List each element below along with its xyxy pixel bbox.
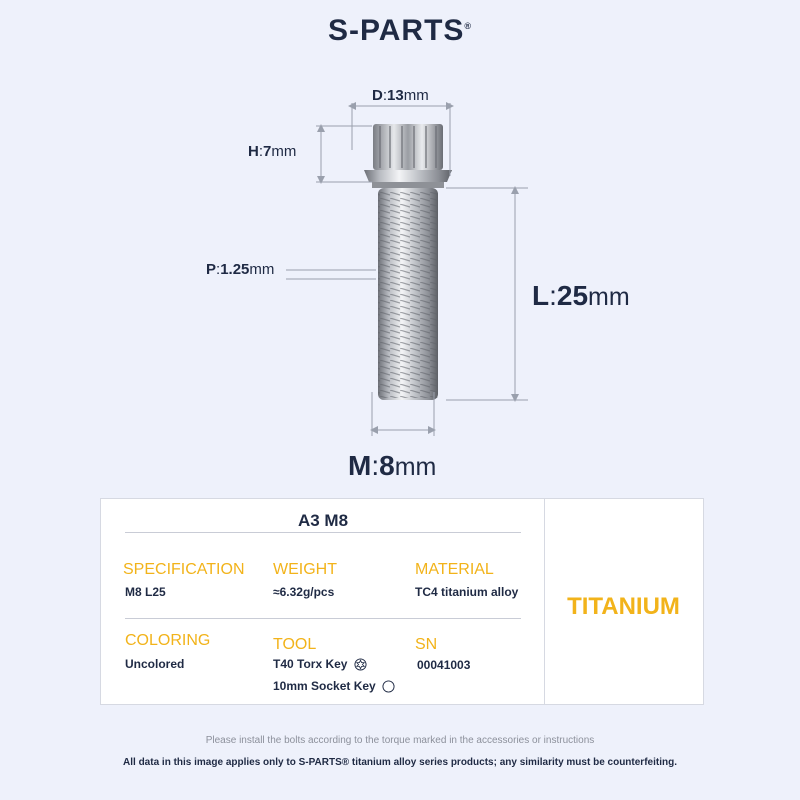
dimension-p-unit: mm [249, 261, 275, 278]
dimension-p-label: P:1.25mm [206, 261, 275, 278]
tool-socket-text: 10mm Socket Key [273, 679, 376, 693]
tool-item-torx [273, 657, 367, 671]
brand-name: S-PARTS [327, 14, 465, 47]
bolt-shank [378, 188, 438, 400]
bolt-head [364, 124, 452, 188]
dimension-l-unit: mm [588, 283, 630, 311]
dimension-h-key: H [248, 143, 259, 160]
dimension-h-value: 7 [263, 143, 272, 160]
spec-card [100, 498, 704, 705]
brand-mark: ® [464, 21, 473, 31]
socket-icon [382, 680, 395, 693]
coloring-label: COLORING [125, 632, 211, 649]
divider [125, 532, 521, 533]
dimension-m-key: M [348, 450, 372, 481]
dimension-l-value: 25 [556, 280, 589, 311]
dimension-p-key: P [206, 261, 217, 278]
sn-label: SN [415, 636, 438, 653]
specification-label: SPECIFICATION [123, 561, 245, 578]
dimension-l-key: L [532, 280, 550, 311]
dimension-d-key: D [372, 87, 383, 104]
torx-icon [354, 658, 367, 671]
dimension-h-unit: mm [271, 143, 297, 160]
dimension-l-label: L:25mm [532, 280, 630, 311]
coloring-value: Uncolored [125, 657, 185, 671]
install-note: Please install the bolts according to the torque marked in the accessories or instructions [205, 735, 595, 746]
dimension-h-label: H:7mm [248, 143, 297, 160]
divider [125, 618, 521, 619]
dimension-p-value: 1.25 [220, 261, 250, 278]
model-name: A3 M8 [297, 511, 349, 530]
dimension-d-label: D:13mm [372, 87, 429, 104]
sn-value: 00041003 [417, 658, 471, 672]
dimension-m-value: 8 [379, 450, 395, 481]
material-label: MATERIAL [415, 561, 494, 578]
tool-label: TOOL [273, 636, 317, 653]
specification-value: M8 L25 [125, 585, 166, 599]
material-value: TC4 titanium alloy [415, 585, 519, 599]
disclaimer: All data in this image applies only to S-PARTS® titanium alloy series products; any similarity must be counterfeiting. [123, 757, 677, 768]
material-badge: TITANIUM [567, 593, 680, 620]
weight-value: ≈6.32g/pcs [273, 585, 335, 599]
dimension-m-label: M:8mm [348, 450, 437, 481]
dimension-d-value: 13 [387, 87, 404, 104]
dimension-d-unit: mm [403, 87, 429, 104]
tool-item-socket [273, 679, 395, 693]
tool-torx-text: T40 Torx Key [273, 657, 348, 671]
dimension-m-unit: mm [394, 453, 437, 481]
weight-label: WEIGHT [273, 561, 337, 578]
